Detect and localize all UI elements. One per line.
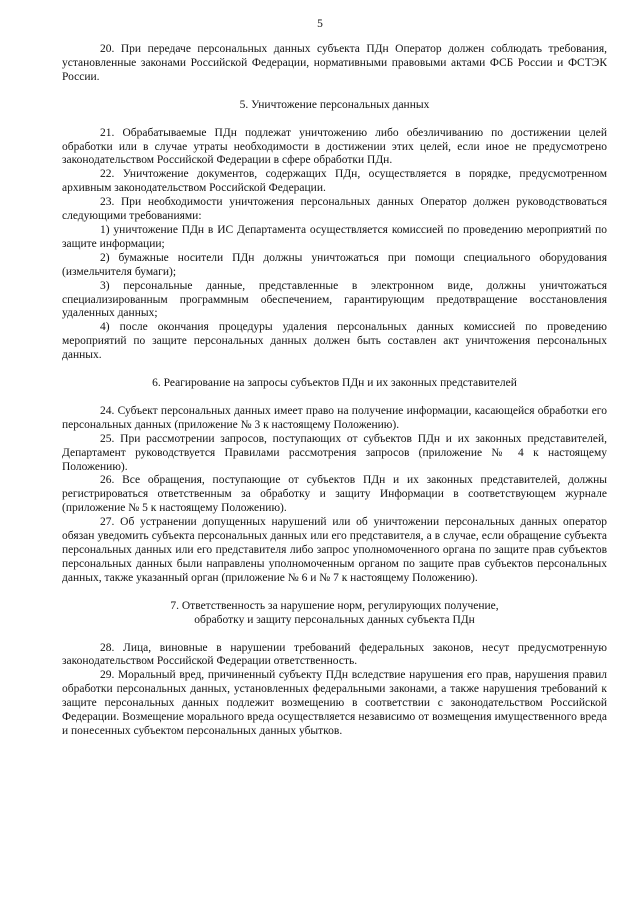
paragraph-24: 24. Субъект персональных данных имеет право на получение информации, касающейся обработки его персональных данных (приложение № 3 к настоящему Положению). <box>62 404 607 431</box>
page-number: 5 <box>317 18 323 30</box>
paragraph-23: 23. При необходимости уничтожения персональных данных Оператор должен руководствоваться следующими требованиями: <box>62 196 607 223</box>
section-heading-line: 5. Уничтожение персональных данных <box>239 98 430 111</box>
paragraph-29: 29. Моральный вред, причиненный субъекту ПДн вследствие нарушения его прав, нарушения правил обработки персональных данных, установленных федеральными законами, а также нарушения требований к защите персональных данных подлежит возмещению в соответствии с законодательством Российской Федерации. Возмещение морального вреда осуществляется независимо от возмещения имущественного вреда и понесенных субъектом персональных данных убытков. <box>62 669 607 737</box>
section-heading-line: 6. Реагирование на запросы субъектов ПДн и их законных представителей <box>152 377 517 390</box>
paragraph-28: 28. Лица, виновные в нарушении требований федеральных законов, несут предусмотренную законодательством Российской Федерации ответственность. <box>62 641 607 668</box>
list-item-2: 2) бумажные носители ПДн должны уничтожаться при помощи специального оборудования (измельчителя бумаги); <box>62 251 607 278</box>
paragraph-27: 27. Об устранении допущенных нарушений или об уничтожении персональных данных оператор обязан уведомить субъекта персональных данных или его представителя, а в случае, если обращение субъекта персональных данных или его представителя либо запрос уполномоченного органа по защите прав субъектов персональных данных были направлены уполномоченным органом по защите прав субъектов персональных данных, также указанный орган (приложение № 6 и № 7 к настоящему Положению). <box>62 516 607 584</box>
paragraph-22: 22. Уничтожение документов, содержащих ПДн, осуществляется в порядке, предусмотренном архивным законодательством Российской Федерации. <box>62 168 607 195</box>
list-item-3: 3) персональные данные, представленные в электронном виде, должны уничтожаться специализированным программным обеспечением, гарантирующим предотвращение восстановления удаленных данных; <box>62 279 607 320</box>
section-heading-5 <box>62 99 607 113</box>
section-heading-line: обработку и защиту персональных данных субъекта ПДн <box>194 613 475 626</box>
section-heading-7 <box>62 600 607 628</box>
paragraph-26: 26. Все обращения, поступающие от субъектов ПДн и их законных представителей, должны регистрироваться ответственным за обработку и защиту Информации в соответствующем журнале (приложение № 5 к настоящему Положению). <box>62 474 607 515</box>
section-heading-line: 7. Ответственность за нарушение норм, регулирующих получение, <box>170 599 499 612</box>
paragraph-20: 20. При передаче персональных данных субъекта ПДн Оператор должен соблюдать требования, установленные законами Российской Федерации, нормативными правовыми актами ФСБ России и ФСТЭК России. <box>62 43 607 83</box>
section-heading-6 <box>62 377 607 391</box>
paragraph-21: 21. Обрабатываемые ПДн подлежат уничтожению либо обезличиванию по достижении целей обработки или в случае утраты необходимости в достижении этих целей, если иное не предусмотрено законодательством Российской Федерации в сфере обработки ПДн. <box>62 126 607 167</box>
document-body <box>62 43 607 739</box>
list-item-1: 1) уничтожение ПДн в ИС Департамента осуществляется комиссией по проведению мероприятий по защите информации; <box>62 223 607 250</box>
list-item-4: 4) после окончания процедуры удаления персональных данных комиссией по проведению мероприятий по защите персональных данных должен быть составлен акт уничтожения персональных данных. <box>62 321 607 362</box>
paragraph-25: 25. При рассмотрении запросов, поступающих от субъектов ПДн и их законных представителей, Департамент руководствуется Правилами рассмотрения запросов (приложение № 4 к настоящему Положению). <box>62 432 607 473</box>
